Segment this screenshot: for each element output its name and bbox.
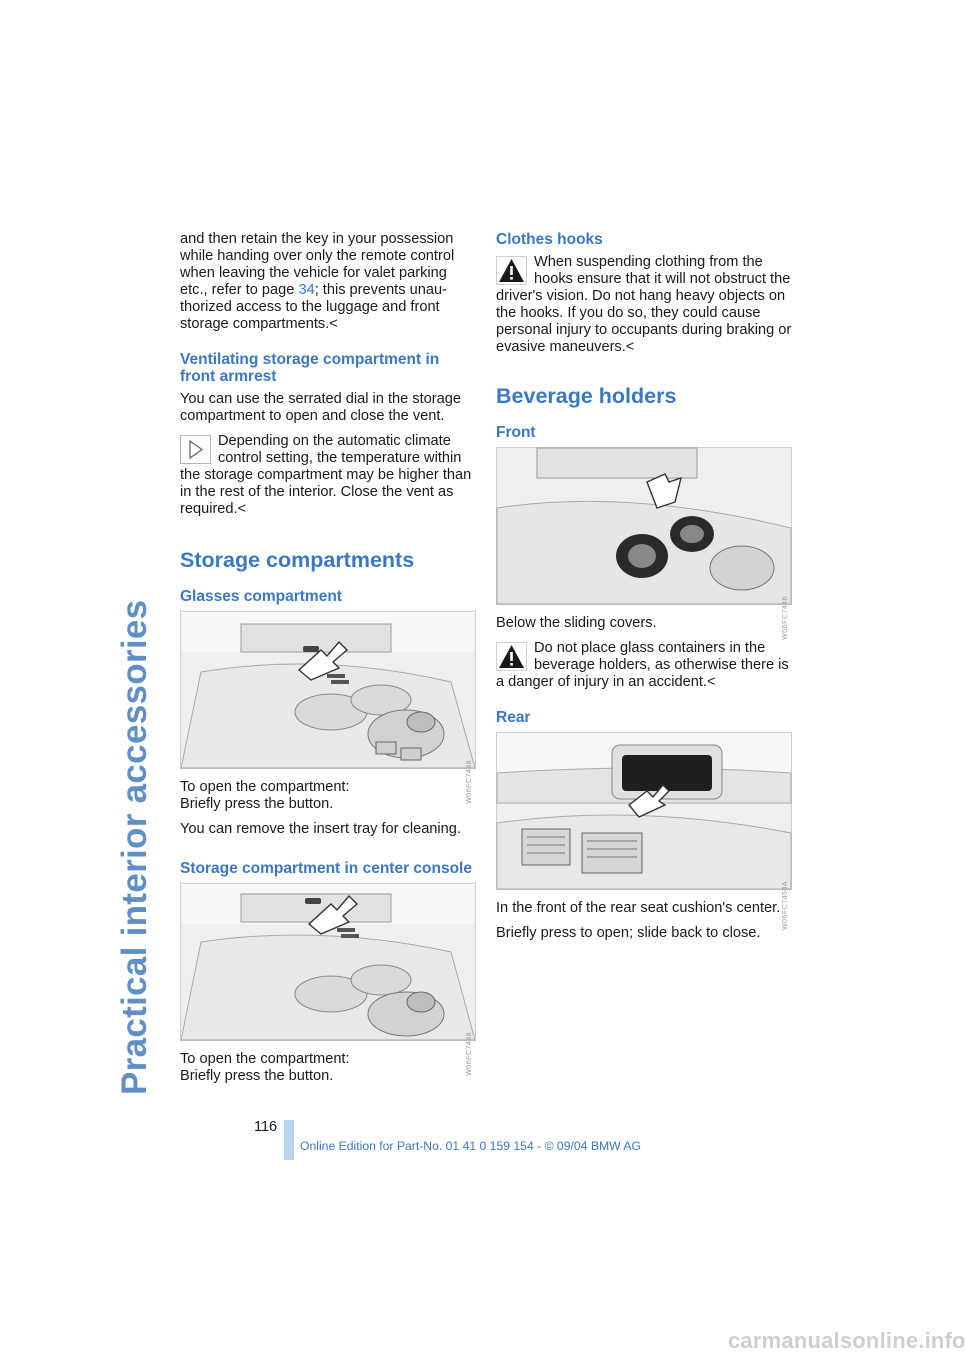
glasses-heading: Glasses compartment	[180, 588, 342, 605]
watermark: carmanualsonline.info	[728, 1328, 966, 1353]
end-mark: <	[237, 501, 247, 517]
side-section-title: Practical interior accessories	[115, 599, 154, 1095]
front-heading: Front	[496, 424, 536, 441]
clothes-warning: When suspending clothing from the hooks ensure that it will not obstruct the driver's vision. Do not hang heavy objects on the hooks. If you do so, they could cause personal injury to occupants during braking or evasive maneuvers.<	[496, 254, 792, 355]
end-mark: <	[706, 674, 716, 690]
intro-paragraph: and then retain the key in your possession while handing over only the remote control when leaving the vehicle for valet parking etc., refer to page 34; this prevents unau-thorized access to the luggage and front storage compartments.<	[180, 231, 455, 332]
ventilating-heading: Ventilating storage compartment in front armrest	[180, 351, 440, 385]
right-column	[496, 231, 792, 950]
rear-p2: Briefly press to open; slide back to close.	[496, 925, 761, 941]
footer-bar	[284, 1120, 294, 1160]
end-mark: <	[329, 316, 338, 332]
figure-code: W06FC7448	[466, 1032, 473, 1076]
figure-code: W06FC7450A	[782, 881, 789, 930]
front-p1: Below the sliding covers.	[496, 615, 657, 631]
beverage-holders-heading: Beverage holders	[496, 384, 677, 408]
clothes-hooks-heading: Clothes hooks	[496, 231, 603, 248]
glasses-p1: To open the compartment: Briefly press the button.	[180, 779, 350, 812]
glasses-p2: You can remove the insert tray for cleaning.	[180, 821, 461, 837]
figure-code: W06FC7448	[466, 760, 473, 804]
center-console-heading: Storage compartment in center console	[180, 860, 472, 877]
front-beverage-illustration	[497, 448, 791, 604]
footer-edition: Online Edition for Part-No. 01 41 0 159 154 - © 09/04 BMW AG	[300, 1139, 641, 1153]
note-arrow-icon	[180, 435, 211, 464]
center-console-illustration	[181, 884, 475, 1040]
left-column	[180, 231, 476, 1093]
rear-p1: In the front of the rear seat cushion's center.	[496, 900, 781, 916]
page-34-link[interactable]: 34	[298, 282, 315, 298]
rear-beverage-illustration	[497, 733, 791, 889]
center-p1: To open the compartment: Briefly press the button.	[180, 1051, 350, 1084]
warning-triangle-icon	[496, 642, 527, 671]
storage-compartments-heading: Storage compartments	[180, 548, 415, 572]
figure-code: W06FC7446	[782, 596, 789, 640]
page-number: 116	[254, 1119, 278, 1135]
end-mark: <	[625, 339, 635, 355]
ventilating-note: Depending on the automatic climate control setting, the temperature within the storage compartment may be higher than in the rest of the interior. Close the vent as required.<	[180, 433, 472, 517]
front-warning: Do not place glass containers in the beverage holders, as otherwise there is a danger of injury in an accident.<	[496, 640, 789, 690]
ventilating-body: You can use the serrated dial in the storage compartment to open and close the vent.	[180, 391, 461, 424]
rear-heading: Rear	[496, 709, 531, 726]
warning-triangle-icon	[496, 256, 527, 285]
glasses-illustration	[181, 612, 475, 768]
